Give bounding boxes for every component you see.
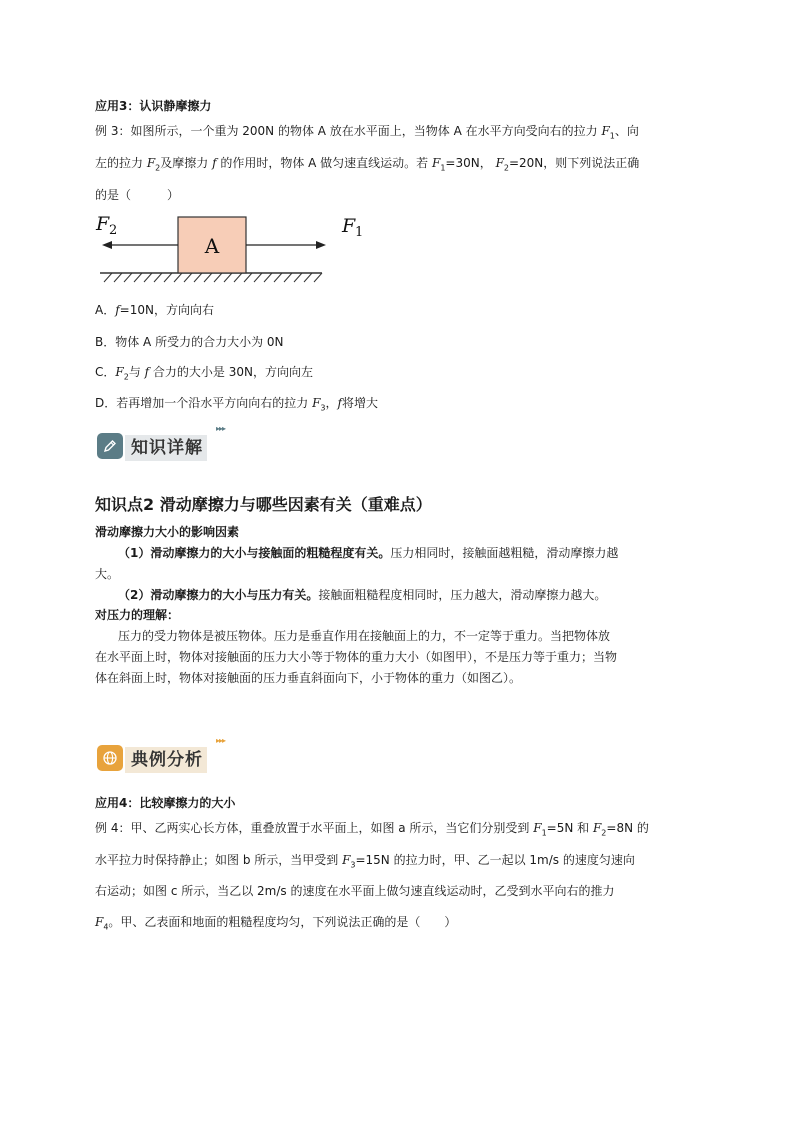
- option-c-f2: F: [115, 365, 124, 379]
- section2-para2-bold: （2）滑动摩擦力的大小与压力有关。: [118, 588, 319, 602]
- app4-f3: F: [342, 853, 351, 867]
- left-force-sub: 2: [109, 223, 118, 238]
- block-a-label: A: [204, 234, 220, 258]
- option-d-f: f: [337, 396, 342, 410]
- app4-f4: F: [95, 915, 104, 929]
- banner-example-title: 典例分析: [125, 747, 207, 773]
- pencil-icon: [97, 433, 123, 459]
- option-d-text: D．若再增加一个沿水平方向向右的拉力: [95, 396, 313, 410]
- section2-para2-text: 接触面粗糙程度相同时，压力越大，滑动摩擦力越大。: [318, 588, 607, 602]
- app3-line2-text: 左的拉力: [95, 156, 147, 170]
- app4-line1-mid: =5N 和: [546, 821, 593, 835]
- left-force-label: F: [96, 213, 110, 235]
- option-c: [95, 364, 313, 385]
- app4-line2: [95, 852, 635, 873]
- app4-line1-end: =8N 的: [606, 821, 649, 835]
- app3-line3: 的是（ ）: [95, 188, 180, 202]
- app4-f3-sub: 3: [350, 860, 356, 870]
- app3-line1-end: 、向: [614, 124, 639, 138]
- section2-heading: 知识点2 滑动摩擦力与哪些因素有关（重难点）: [95, 495, 432, 514]
- section2-para2: [118, 587, 606, 603]
- app4-f1-sub: 1: [541, 828, 547, 838]
- f1-symbol-2: F: [432, 156, 441, 170]
- right-force-label: F: [342, 215, 356, 237]
- app4-f2-sub: 2: [601, 828, 607, 838]
- f1-subscript: 1: [609, 131, 615, 141]
- app4-f4-sub: 4: [103, 922, 109, 932]
- app4-f2: F: [592, 821, 602, 835]
- section2-para1: [118, 545, 618, 561]
- banner-knowledge-title: 知识详解: [125, 435, 207, 461]
- banner-knowledge-dots: ▸▸▸: [216, 424, 226, 433]
- f1-subscript-2: 1: [440, 163, 446, 173]
- section2-para4: 在水平面上时，物体对接触面的压力大小等于物体的重力大小（如图甲），不是压力等于重力；当物: [95, 650, 618, 664]
- app3-title: 应用3：认识静摩擦力: [95, 99, 212, 113]
- app4-line3: 右运动；如图 c 所示，当乙以 2m/s 的速度在水平面上做匀速直线运动时，乙受到水平向右的推力: [95, 884, 615, 898]
- option-c-f2-sub: 2: [123, 372, 129, 382]
- banner-example-dots: ▸▸▸: [216, 736, 226, 745]
- option-c-mid: 与: [128, 365, 145, 379]
- app3-line2-text-e: =20N，则下列说法正确: [508, 156, 640, 170]
- option-d-comma: ，: [325, 396, 338, 410]
- ground-hatching: [100, 273, 322, 282]
- app3-line1: [95, 123, 639, 144]
- globe-icon: [97, 745, 123, 771]
- section2-para5: 体在斜面上时，物体对接触面的压力垂直斜面向下，小于物体的重力（如图乙）。: [95, 671, 522, 685]
- option-a-text: =10N，方向向右: [119, 303, 214, 317]
- app3-line2: [95, 155, 639, 176]
- right-force-sub: 1: [355, 225, 364, 240]
- f2-subscript-2: 2: [503, 163, 509, 173]
- option-a: [95, 302, 214, 318]
- f2-symbol: F: [146, 156, 156, 170]
- option-d-f3: F: [312, 396, 321, 410]
- friction-symbol: f: [212, 156, 217, 170]
- option-c-f: f: [144, 365, 150, 379]
- option-d: [95, 395, 378, 416]
- section2-para1-bold: （1）滑动摩擦力的大小与接触面的粗糙程度有关。: [118, 546, 391, 560]
- left-arrow: [102, 241, 178, 249]
- app3-line2-text-b: 及摩擦力: [160, 156, 213, 170]
- app4-line4-text: 。甲、乙表面和地面的粗糙程度均匀，下列说法正确的是（ ）: [108, 915, 457, 929]
- option-c-label: C．: [95, 365, 116, 379]
- option-b: B．物体 A 所受力的合力大小为 0N: [95, 335, 284, 349]
- f2-subscript: 2: [155, 163, 161, 173]
- f1-symbol: F: [601, 124, 610, 138]
- app3-line1-text: 例 3：如图所示，一个重为 200N 的物体 A 放在水平面上，当物体 A 在水平方向受向右的拉力: [95, 124, 602, 138]
- option-d-end: 将增大: [341, 396, 378, 410]
- right-arrow: [246, 241, 326, 249]
- option-a-label: A．: [95, 303, 116, 317]
- section2-para1-text: 压力相同时，接触面越粗糙，滑动摩擦力越: [390, 546, 619, 560]
- force-diagram: [92, 210, 382, 290]
- app4-line1-text: 例 4：甲、乙两实心长方体，重叠放置于水平面上，如图 a 所示，当它们分别受到: [95, 821, 534, 835]
- app4-line2-end: =15N 的拉力时，甲、乙一起以 1m/s 的速度匀速向: [355, 853, 635, 867]
- f2-symbol-2: F: [495, 156, 504, 170]
- section2-subheading-2: 对压力的理解：: [95, 608, 180, 622]
- app4-line2-text: 水平拉力时保持静止；如图 b 所示，当甲受到: [95, 853, 343, 867]
- app3-line2-text-c: 的作用时，物体 A 做匀速直线运动。若: [216, 156, 432, 170]
- app4-line1: [95, 820, 649, 841]
- app4-f1: F: [533, 821, 542, 835]
- section2-para3: 压力的受力物体是被压物体。压力是垂直作用在接触面上的力，不一定等于重力。当把物体放: [118, 629, 611, 643]
- app3-line2-text-d: =30N，: [445, 156, 492, 170]
- option-a-symbol: f: [115, 303, 120, 317]
- option-d-f3-sub: 3: [320, 403, 326, 413]
- app4-title: 应用4：比较摩擦力的大小: [95, 796, 236, 810]
- option-c-text: 合力的大小是 30N，方向向左: [149, 365, 313, 379]
- section2-para1-cont: 大。: [95, 567, 120, 581]
- app4-line4: [95, 914, 456, 935]
- section2-subheading-1: 滑动摩擦力大小的影响因素: [95, 525, 240, 539]
